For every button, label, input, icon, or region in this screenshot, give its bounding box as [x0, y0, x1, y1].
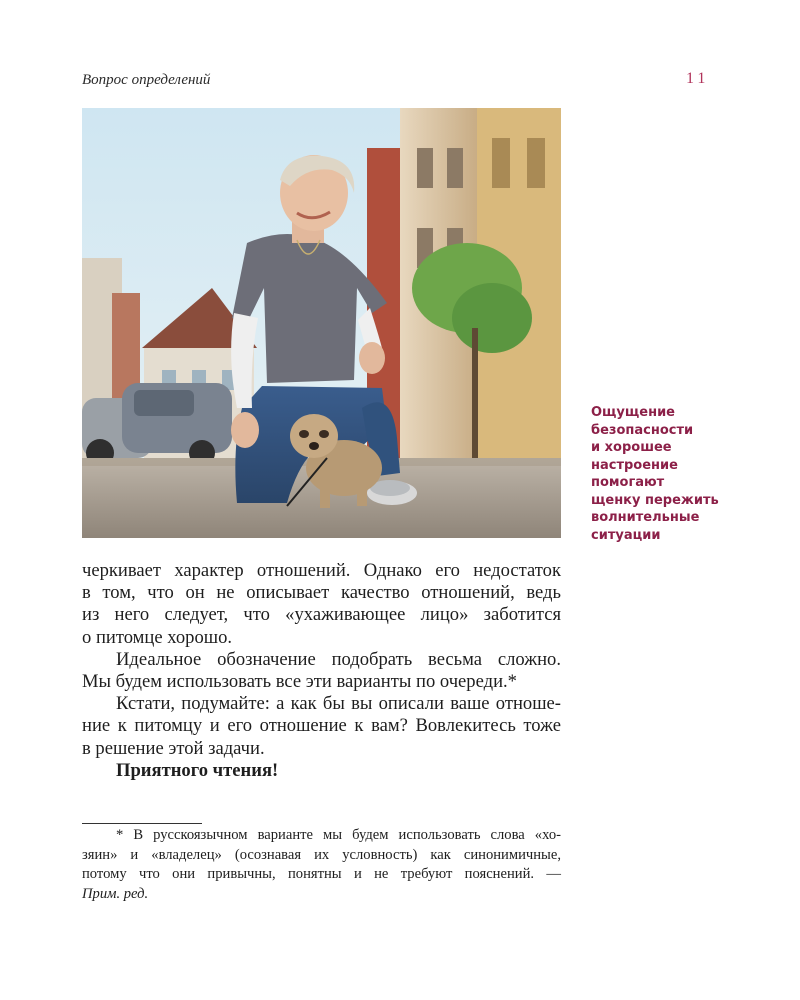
footnote — [82, 826, 561, 904]
footnote-line: зяин» и «владелец» (осознавая их условность) как синонимичные, — [82, 846, 561, 863]
sidebar-caption — [591, 404, 731, 544]
sidebar-caption-line: и хорошее — [591, 440, 672, 455]
body-line: о питомце хорошо. — [82, 626, 233, 648]
sidebar-caption-line: Ощущение — [591, 405, 675, 420]
running-head: Вопрос определений — [82, 72, 211, 88]
body-line: в том, что он не описывает качество отношений, ведь — [82, 582, 561, 604]
sidebar-caption-line: ситуации — [591, 527, 661, 543]
footnote-line: * В русскоязычном варианте мы будем использовать слова «хо- — [116, 827, 561, 843]
body-line: из него следует, что «ухаживающее лицо» заботится — [82, 604, 561, 626]
body-line: Мы будем использовать все эти варианты по очереди.* — [82, 670, 517, 692]
body-text — [82, 560, 561, 782]
sidebar-caption-line: волнительные — [591, 510, 700, 525]
body-line: в решение этой задачи. — [82, 737, 265, 759]
page-number: 11 — [686, 70, 710, 87]
footnote-editor-note: Прим. ред. — [82, 885, 149, 902]
sidebar-caption-line: помогают — [591, 475, 665, 490]
body-line: Идеальное обозначение подобрать весьма сложно. — [116, 648, 561, 670]
woman-with-puppy-photo — [82, 108, 561, 538]
closing-line: Приятного чтения! — [116, 759, 279, 781]
sidebar-caption-line: настроение — [591, 457, 678, 473]
footnote-rule — [82, 823, 202, 824]
footnote-line: потому что они привычны, понятны и не требуют пояснений. — — [82, 866, 561, 883]
sidebar-caption-line: щенку пережить — [591, 492, 719, 508]
body-line: Кстати, подумайте: а как бы вы описали ваше отноше- — [116, 693, 561, 715]
body-line: ние к питомцу и его отношение к вам? Вовлекитесь тоже — [82, 715, 561, 737]
body-line: черкивает характер отношений. Однако его недостаток — [82, 560, 561, 581]
sidebar-caption-line: безопасности — [591, 422, 694, 438]
